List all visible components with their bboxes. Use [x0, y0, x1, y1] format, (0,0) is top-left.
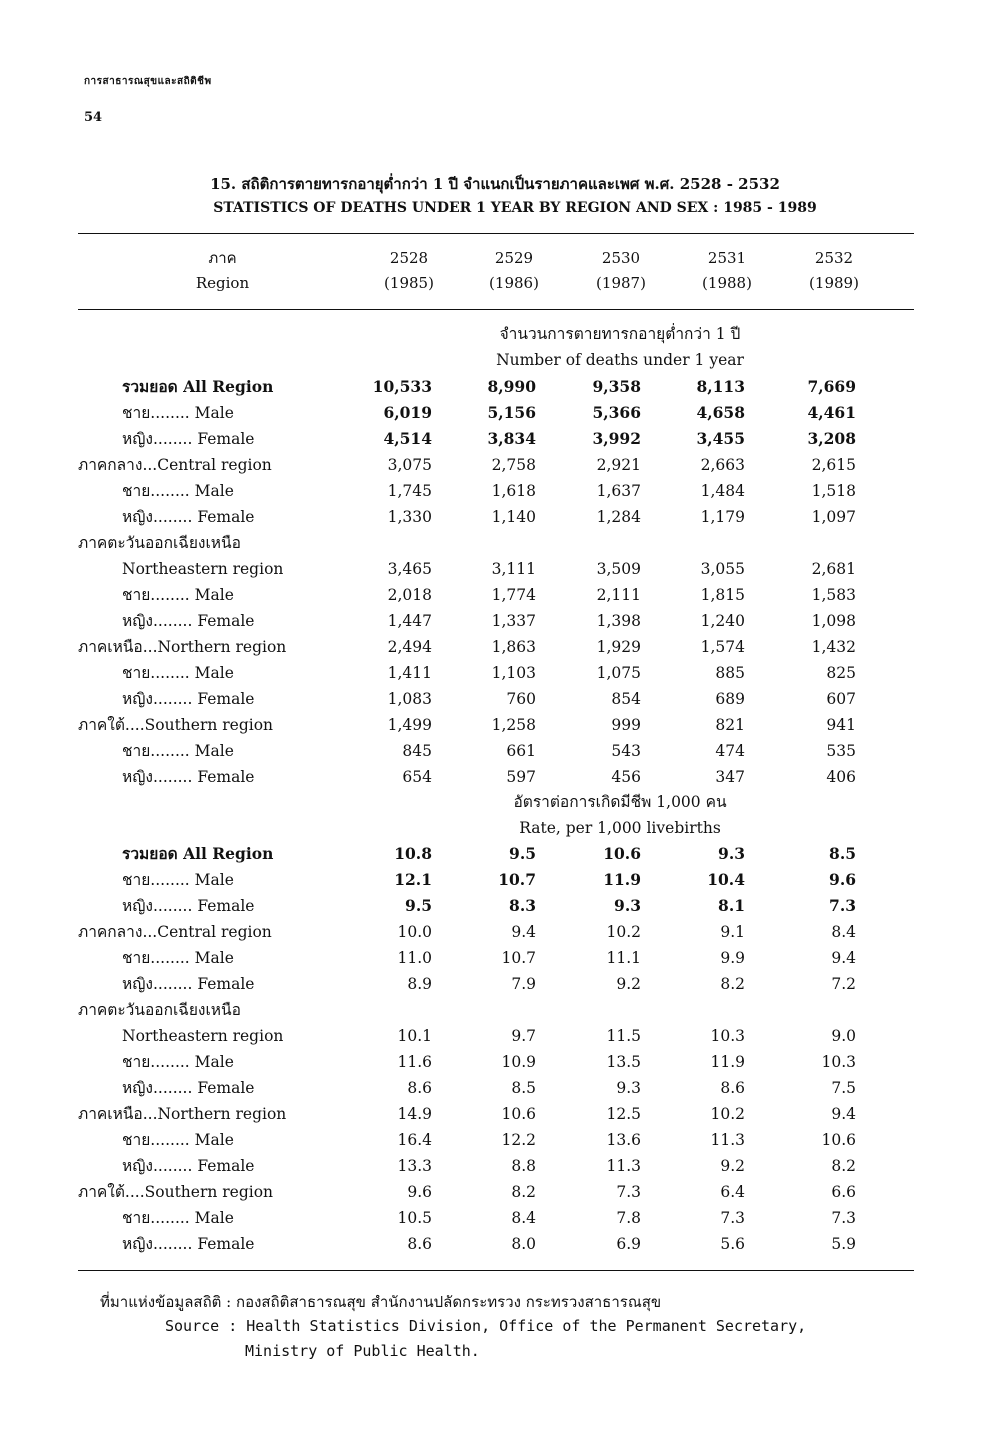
table-cell: 10.2: [710, 1105, 745, 1123]
table-cell: 821: [715, 716, 745, 734]
row-label: ชาย........ Male: [122, 1131, 234, 1149]
bottom-rule: [78, 1270, 914, 1271]
table-row: [0, 1205, 990, 1231]
table-cell: 999: [611, 716, 641, 734]
table-cell: 597: [506, 768, 536, 786]
table-cell: 1,179: [700, 508, 745, 526]
table-row: [0, 971, 990, 997]
table-cell: 4,514: [383, 429, 432, 448]
table-cell: 1,330: [387, 508, 432, 526]
row-label: ชาย........ Male: [122, 404, 234, 422]
table-cell: 9.6: [407, 1183, 432, 1201]
table-cell: 1,103: [491, 664, 536, 682]
source-line-2: Ministry of Public Health.: [245, 1342, 480, 1360]
table-row: [0, 582, 990, 608]
table-cell: 1,583: [811, 586, 856, 604]
row-label: หญิง........ Female: [122, 1079, 255, 1097]
table-title-english: STATISTICS OF DEATHS UNDER 1 YEAR BY REGION AND SEX : 1985 - 1989: [213, 200, 817, 216]
table-cell: 11.3: [710, 1131, 745, 1149]
year-ce: (1985): [384, 274, 434, 292]
table-cell: 1,432: [811, 638, 856, 656]
region-header-thai: ภาค: [208, 249, 237, 267]
table-cell: 3,111: [491, 560, 536, 578]
table-row: [0, 867, 990, 893]
row-label: ภาคใต้....Southern region: [78, 716, 274, 734]
table-cell: 10.4: [707, 870, 745, 889]
table-cell: 9.3: [614, 896, 641, 915]
table-cell: 7.3: [829, 896, 856, 915]
table-cell: 1,518: [811, 482, 856, 500]
table-cell: 9.4: [831, 1105, 856, 1123]
table-cell: 6.9: [616, 1235, 641, 1253]
row-label: หญิง........ Female: [122, 1235, 255, 1253]
table-cell: 10.2: [606, 923, 641, 941]
table-cell: 3,208: [807, 429, 856, 448]
table-cell: 689: [715, 690, 745, 708]
table-row: [0, 997, 990, 1023]
table-cell: 11.9: [603, 870, 641, 889]
table-cell: 9.5: [509, 844, 536, 863]
column-header-2530: [584, 246, 658, 296]
table-cell: 3,834: [487, 429, 536, 448]
table-cell: 2,615: [811, 456, 856, 474]
page-number: 54: [84, 110, 103, 125]
table-cell: 8.3: [509, 896, 536, 915]
row-label: ชาย........ Male: [122, 664, 234, 682]
table-cell: 10.7: [501, 949, 536, 967]
table-row: [0, 556, 990, 582]
table-cell: 11.0: [397, 949, 432, 967]
table-row: [0, 478, 990, 504]
table-cell: 535: [826, 742, 856, 760]
row-label: หญิง........ Female: [122, 508, 255, 526]
source-line-1: Source : Health Statistics Division, Office of the Permanent Secretary,: [165, 1317, 807, 1335]
table-cell: 7.3: [616, 1183, 641, 1201]
table-cell: 8.6: [407, 1235, 432, 1253]
table-cell: 11.3: [606, 1157, 641, 1175]
table-cell: 661: [506, 742, 536, 760]
table-cell: 5.9: [831, 1235, 856, 1253]
table-cell: 1,745: [387, 482, 432, 500]
table-cell: 2,663: [700, 456, 745, 474]
table-cell: 2,494: [387, 638, 432, 656]
column-header-2528: [372, 246, 446, 296]
table-cell: 9.6: [829, 870, 856, 889]
table-cell: 941: [826, 716, 856, 734]
table-cell: 1,774: [491, 586, 536, 604]
table-row: [0, 841, 990, 867]
table-cell: 8.0: [511, 1235, 536, 1253]
table-cell: 7.2: [831, 975, 856, 993]
row-label: ชาย........ Male: [122, 1053, 234, 1071]
table-cell: 7.3: [720, 1209, 745, 1227]
table-cell: 12.2: [501, 1131, 536, 1149]
table-cell: 760: [506, 690, 536, 708]
row-label: หญิง........ Female: [122, 975, 255, 993]
table-cell: 854: [611, 690, 641, 708]
table-cell: 4,658: [696, 403, 745, 422]
table-cell: 13.3: [397, 1157, 432, 1175]
row-label: ชาย........ Male: [122, 742, 234, 760]
table-cell: 16.4: [397, 1131, 432, 1149]
table-cell: 5,366: [592, 403, 641, 422]
table-cell: 825: [826, 664, 856, 682]
table-cell: 2,018: [387, 586, 432, 604]
table-cell: 14.9: [397, 1105, 432, 1123]
table-cell: 13.5: [606, 1053, 641, 1071]
table-row: [0, 374, 990, 400]
row-label: ชาย........ Male: [122, 949, 234, 967]
year-ce: (1986): [489, 274, 539, 292]
table-cell: 10.3: [710, 1027, 745, 1045]
table-cell: 9.7: [511, 1027, 536, 1045]
row-label: ภาคกลาง...Central region: [78, 456, 272, 474]
table-cell: 9.5: [405, 896, 432, 915]
table-row: [0, 712, 990, 738]
column-header-2531: [690, 246, 764, 296]
table-cell: 456: [611, 768, 641, 786]
table-row: [0, 738, 990, 764]
row-label: ชาย........ Male: [122, 586, 234, 604]
year-ce: (1989): [809, 274, 859, 292]
row-label: รวมยอด All Region: [122, 844, 274, 863]
header-rule: [78, 309, 914, 310]
row-label: ภาคเหนือ...Northern region: [78, 1105, 287, 1123]
table-cell: 1,574: [700, 638, 745, 656]
year-be: 2531: [707, 249, 747, 267]
rates-section-heading-english: Rate, per 1,000 livebirths: [519, 819, 721, 837]
table-cell: 8.5: [511, 1079, 536, 1097]
row-label: Northeastern region: [122, 560, 284, 578]
table-row: [0, 1075, 990, 1101]
row-label: ชาย........ Male: [122, 871, 234, 889]
table-cell: 5,156: [487, 403, 536, 422]
table-cell: 2,681: [811, 560, 856, 578]
table-cell: 10.5: [397, 1209, 432, 1227]
table-cell: 1,411: [387, 664, 432, 682]
table-cell: 1,284: [596, 508, 641, 526]
top-rule: [78, 233, 914, 234]
table-row: [0, 1049, 990, 1075]
table-cell: 10.9: [501, 1053, 536, 1071]
table-cell: 9,358: [592, 377, 641, 396]
table-cell: 10.6: [821, 1131, 856, 1149]
table-row: [0, 764, 990, 790]
table-row: [0, 1231, 990, 1257]
table-cell: 654: [402, 768, 432, 786]
row-label: หญิง........ Female: [122, 430, 255, 448]
table-cell: 11.5: [606, 1027, 641, 1045]
table-cell: 8.2: [831, 1157, 856, 1175]
table-cell: 8.2: [511, 1183, 536, 1201]
table-cell: 3,075: [387, 456, 432, 474]
row-label: หญิง........ Female: [122, 1157, 255, 1175]
table-cell: 8.1: [718, 896, 745, 915]
row-label: ภาคใต้....Southern region: [78, 1183, 274, 1201]
table-cell: 2,758: [491, 456, 536, 474]
table-cell: 13.6: [606, 1131, 641, 1149]
table-row: [0, 634, 990, 660]
table-cell: 11.9: [710, 1053, 745, 1071]
table-cell: 5.6: [720, 1235, 745, 1253]
table-cell: 885: [715, 664, 745, 682]
source-note-english: [165, 1314, 806, 1364]
row-label: รวมยอด All Region: [122, 377, 274, 396]
table-cell: 406: [826, 768, 856, 786]
table-cell: 1,447: [387, 612, 432, 630]
row-label: ชาย........ Male: [122, 482, 234, 500]
table-cell: 12.5: [606, 1105, 641, 1123]
row-label: ชาย........ Male: [122, 1209, 234, 1227]
row-label: หญิง........ Female: [122, 768, 255, 786]
table-cell: 6.6: [831, 1183, 856, 1201]
table-cell: 1,083: [387, 690, 432, 708]
table-cell: 9.3: [718, 844, 745, 863]
table-cell: 10,533: [372, 377, 432, 396]
rates-section-heading-thai: อัตราต่อการเกิดมีชีพ 1,000 คน: [513, 793, 727, 811]
table-cell: 3,455: [696, 429, 745, 448]
table-cell: 8,990: [487, 377, 536, 396]
row-label: หญิง........ Female: [122, 612, 255, 630]
table-cell: 10.1: [397, 1027, 432, 1045]
table-cell: 1,484: [700, 482, 745, 500]
row-label: หญิง........ Female: [122, 897, 255, 915]
table-row: [0, 504, 990, 530]
deaths-section-heading-english: Number of deaths under 1 year: [496, 351, 744, 369]
table-row: [0, 686, 990, 712]
table-cell: 474: [715, 742, 745, 760]
table-cell: 9.4: [511, 923, 536, 941]
column-header-region: [140, 246, 305, 296]
table-title-thai: 15. สถิติการตายทารกอายุต่ำกว่า 1 ปี จำแนกเป็นรายภาคและเพศ พ.ศ. 2528 - 2532: [210, 175, 780, 193]
table-cell: 1,075: [596, 664, 641, 682]
table-cell: 8.4: [831, 923, 856, 941]
table-row: [0, 608, 990, 634]
table-cell: 12.1: [394, 870, 432, 889]
table-cell: 10.6: [501, 1105, 536, 1123]
table-cell: 10.7: [498, 870, 536, 889]
table-cell: 8.9: [407, 975, 432, 993]
table-cell: 9.9: [720, 949, 745, 967]
table-cell: 1,098: [811, 612, 856, 630]
table-cell: 8,113: [696, 377, 745, 396]
table-cell: 7.5: [831, 1079, 856, 1097]
table-row: [0, 1179, 990, 1205]
table-cell: 1,097: [811, 508, 856, 526]
table-cell: 1,140: [491, 508, 536, 526]
table-cell: 3,509: [596, 560, 641, 578]
table-cell: 1,398: [596, 612, 641, 630]
column-header-2529: [477, 246, 551, 296]
table-row: [0, 945, 990, 971]
table-row: [0, 452, 990, 478]
table-cell: 8.6: [407, 1079, 432, 1097]
table-row: [0, 919, 990, 945]
table-cell: 6,019: [383, 403, 432, 422]
table-row: [0, 530, 990, 556]
table-cell: 8.4: [511, 1209, 536, 1227]
table-cell: 1,618: [491, 482, 536, 500]
table-cell: 9.3: [616, 1079, 641, 1097]
table-row: [0, 660, 990, 686]
table-cell: 9.2: [720, 1157, 745, 1175]
table-cell: 1,499: [387, 716, 432, 734]
table-cell: 9.0: [831, 1027, 856, 1045]
table-cell: 11.1: [606, 949, 641, 967]
row-label: หญิง........ Female: [122, 690, 255, 708]
running-head: การสาธารณสุขและสถิติชีพ: [84, 76, 212, 87]
table-row: [0, 893, 990, 919]
table-row: [0, 1101, 990, 1127]
table-cell: 7,669: [807, 377, 856, 396]
table-cell: 1,863: [491, 638, 536, 656]
table-cell: 9.4: [831, 949, 856, 967]
year-ce: (1987): [596, 274, 646, 292]
table-cell: 3,465: [387, 560, 432, 578]
year-be: 2529: [494, 249, 534, 267]
table-cell: 8.8: [511, 1157, 536, 1175]
table-cell: 2,111: [596, 586, 641, 604]
table-cell: 8.6: [720, 1079, 745, 1097]
year-be: 2530: [601, 249, 641, 267]
table-cell: 10.6: [603, 844, 641, 863]
region-header-english: Region: [195, 274, 250, 292]
table-row: [0, 1153, 990, 1179]
table-cell: 7.8: [616, 1209, 641, 1227]
table-cell: 10.8: [394, 844, 432, 863]
table-cell: 1,929: [596, 638, 641, 656]
table-cell: 8.5: [829, 844, 856, 863]
year-ce: (1988): [702, 274, 752, 292]
table-cell: 10.0: [397, 923, 432, 941]
table-cell: 3,992: [592, 429, 641, 448]
table-cell: 1,258: [491, 716, 536, 734]
row-label: ภาคเหนือ...Northern region: [78, 638, 287, 656]
table-row: [0, 1023, 990, 1049]
year-be: 2532: [814, 249, 854, 267]
table-row: [0, 426, 990, 452]
table-cell: 1,337: [491, 612, 536, 630]
table-row: [0, 400, 990, 426]
table-cell: 7.9: [511, 975, 536, 993]
table-row: [0, 1127, 990, 1153]
table-cell: 3,055: [700, 560, 745, 578]
row-label: ภาคตะวันออกเฉียงเหนือ: [78, 1001, 241, 1019]
row-label: ภาคตะวันออกเฉียงเหนือ: [78, 534, 241, 552]
source-note-thai: ที่มาแห่งข้อมูลสถิติ : กองสถิติสาธารณสุข สำนักงานปลัดกระทรวง กระทรวงสาธารณสุข: [100, 1293, 662, 1311]
row-label: Northeastern region: [122, 1027, 284, 1045]
deaths-section-heading-thai: จำนวนการตายทารกอายุต่ำกว่า 1 ปี: [499, 325, 741, 343]
table-cell: 7.3: [831, 1209, 856, 1227]
table-cell: 11.6: [397, 1053, 432, 1071]
column-header-2532: [797, 246, 871, 296]
row-label: ภาคกลาง...Central region: [78, 923, 272, 941]
table-cell: 4,461: [807, 403, 856, 422]
table-cell: 607: [826, 690, 856, 708]
table-cell: 543: [611, 742, 641, 760]
table-cell: 6.4: [720, 1183, 745, 1201]
table-cell: 9.1: [720, 923, 745, 941]
table-cell: 1,240: [700, 612, 745, 630]
table-cell: 347: [715, 768, 745, 786]
table-cell: 845: [402, 742, 432, 760]
table-cell: 1,815: [700, 586, 745, 604]
table-cell: 8.2: [720, 975, 745, 993]
table-cell: 2,921: [596, 456, 641, 474]
table-cell: 9.2: [616, 975, 641, 993]
table-cell: 10.3: [821, 1053, 856, 1071]
table-cell: 1,637: [596, 482, 641, 500]
year-be: 2528: [389, 249, 429, 267]
